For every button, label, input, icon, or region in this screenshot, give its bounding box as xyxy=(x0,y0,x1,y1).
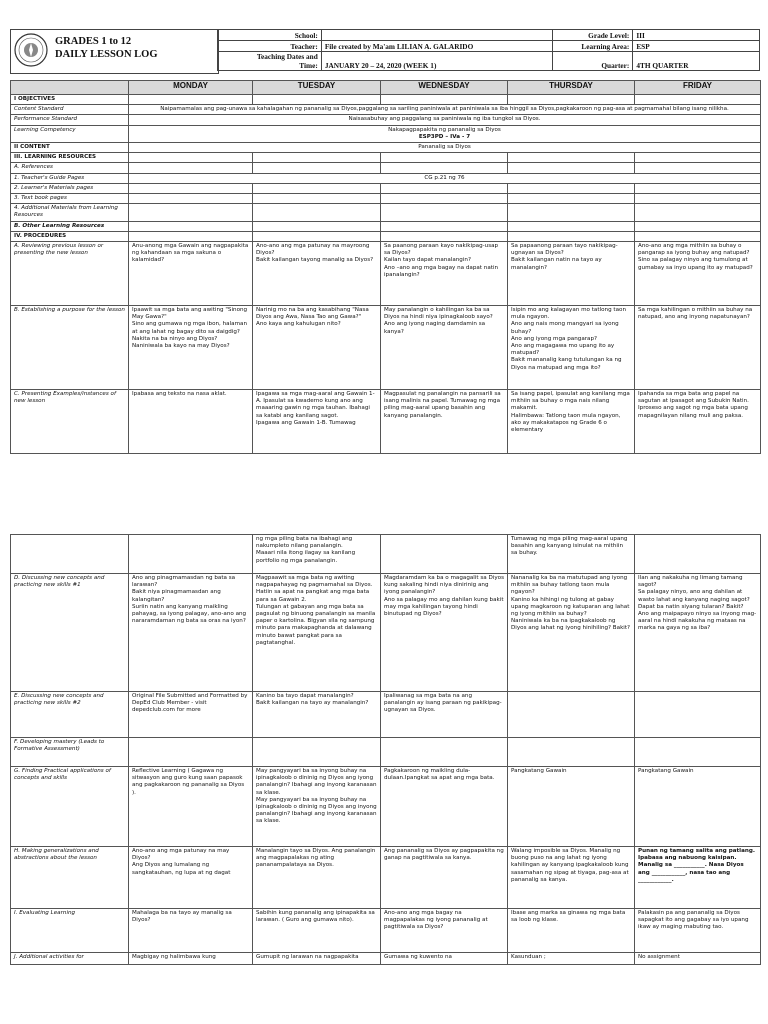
procedure-g-monday: Reflective Learning ( Gagawa ng sitwasyon ang guro kung saan papasok ang pagkakaroon ng pananalig sa Diyos ). xyxy=(129,767,253,847)
procedure-g-tuesday: May pangyayari ba sa inyong buhay na ipinagkaloob o dininig ng Diyos ang iyong panalangin? Ibahagi ang inyong karanasan sa klase. May pangyayari ba sa inyong buhay na ipinagkaloob o dininig ng Diyos ang inyong panalangin? Ibahagi ang inyong karanasan sa klase. xyxy=(253,767,381,847)
procedure-b-friday: Sa mga kahilingan o mithiin sa buhay na natupad, ano ang inyong napatunayan? xyxy=(635,306,761,390)
procedure-j-label: J. Additional activities for xyxy=(11,953,129,965)
procedure-e-friday xyxy=(635,692,761,738)
procedure-c-continued-row xyxy=(11,535,761,574)
procedure-b-monday: Ipaawit sa mga bata ang awiting "Sinong May Gawa?" Sino ang gumawa ng mga ibon, halaman at ang lahat ng bagay dito sa daigdig? Nakita na ba ninyo ang Diyos? Naniniwala ba kayo na may Diyos? xyxy=(129,306,253,390)
procedure-c-friday: Ipahanda sa mga bata ang papel na sagutan at ipasagot ang Subukin Natin. Iproseso ang sagot ng mga bata upang mapagnilayan nilang muli ang paksa. xyxy=(635,390,761,454)
quarter-label: Quarter: xyxy=(553,52,633,71)
learning-area-value: ESP xyxy=(633,41,760,52)
competency-code: ESP3PD – IVa - 7 xyxy=(418,133,471,140)
procedure-e-monday: Original File Submitted and Formatted by DepEd Club Member - visit depedclub.com for more xyxy=(129,692,253,738)
performance-standard-value: Naisasabuhay ang paggalang sa paniniwala ng iba tungkol sa Diyos. xyxy=(129,115,761,125)
day-header-monday: MONDAY xyxy=(129,81,253,95)
day-header-tuesday: TUESDAY xyxy=(253,81,381,95)
procedure-c-row xyxy=(11,390,761,454)
learners-materials-row xyxy=(11,183,761,193)
other-resources-label: B. Other Learning Resources xyxy=(11,221,129,231)
procedure-c-label: C. Presenting Examples/instances of new lesson xyxy=(11,390,129,454)
procedure-f-label: F. Developing mastery (Leads to Formative Assessment) xyxy=(11,738,129,767)
procedure-b-wednesday: May panalangin o kahilingan ka ba sa Diyos na hindi niya ipinagkaloob sayo? Ano ang iyong naging damdamin sa kanya? xyxy=(381,306,508,390)
additional-materials-label: 4. Additional Materials from Learning Resources xyxy=(11,204,129,221)
procedure-d-label: D. Discussing new concepts and practicing new skills #1 xyxy=(11,574,129,692)
title-line-2: DAILY LESSON LOG xyxy=(55,49,158,60)
procedure-d-tuesday: Magpaawit sa mga bata ng awiting nagpapahayag ng pagmamahal sa Diyos. Hatiin sa apat na pangkat ang mga bata para sa Gawain 2. Tulungan at gabayan ang mga bata sa pagsulat ng binuong panalangin sa manila paper o kartolina. Bigyan sila ng sampung minuto para makapaghanda at dalawang minuto bawat pangkat para sa pagtatanghal. xyxy=(253,574,381,692)
procedure-h-thursday: Walang imposible sa Diyos. Manalig ng buong puso na ang lahat ng iyong kahilingan ay kanyang ipagkakaloob kung sasamahan ng sipag at tiyaga, pag-asa at pananalig sa kanya. xyxy=(508,847,635,909)
procedure-a-thursday: Sa papaanong paraan tayo nakikipag-ugnayan sa Diyos? Bakit kailangan natin na tayo ay manalangin? xyxy=(508,242,635,306)
form-header xyxy=(10,29,760,75)
references-row xyxy=(11,163,761,173)
section-row-resources xyxy=(11,153,761,163)
content-standard-row xyxy=(11,105,761,115)
title-line-1: GRADES 1 to 12 xyxy=(55,36,132,47)
section-objectives: I OBJECTIVES xyxy=(11,95,129,105)
document-title xyxy=(55,35,158,61)
corner-cell xyxy=(11,81,129,95)
procedure-b-label: B. Establishing a purpose for the lesson xyxy=(11,306,129,390)
procedure-b-thursday: Isipin mo ang kalagayan mo tatlong taon mula ngayon. Ano ang nais mong mangyari sa iyong buhay? Ano ang iyong mga pangarap? Ano ang magagawa mo upang ito ay matupad? Bakit mananalig kang tutulungan ka ng Diyos na matupad ang mga ito? xyxy=(508,306,635,390)
procedure-i-friday: Palakasin pa ang pananalig sa Diyos sapagkat ito ang gagabay sa iyo upang ikaw ay maging mabuting tao. xyxy=(635,909,761,953)
procedure-c-thursday: Sa isang papel, ipasulat ang kanilang mga mithiin sa buhay o mga nais nilang makamit. Halimbawa: Tatlong taon mula ngayon, ako ay makakatapos ng Grade 6 o elementary xyxy=(508,390,635,454)
competency-row xyxy=(11,125,761,142)
page-two xyxy=(0,513,768,1024)
procedure-d-monday: Ano ang pinagmamasdan ng bata sa larawan? Bakit niya pinagmamasdan ang kalangitan? Suriin natin ang kanyang maikling pahayag, sa iyong palagay, ano-ano ang nararamdaman ng bata sa oras na iyon? xyxy=(129,574,253,692)
textbook-label: 3. Text book pages xyxy=(11,194,129,204)
procedure-h-row xyxy=(11,847,761,909)
procedure-c-tuesday: Ipagawa sa mga mag-aaral ang Gawain 1-A. Ipasulat sa kwaderno kung ano ang maaaring gawin ng mga tauhan. Ibahagi sa katabi ang kanilang sagot. Ipagawa ang Gawain 1-B. Tumawag xyxy=(253,390,381,454)
procedure-h-friday: Punan ng tamang salita ang patlang. Ipabasa ang nabuong kaisipan. Manalig sa ___________. Nasa Diyos ang ____________, nasa tao ang ____________. xyxy=(635,847,761,909)
teacher-label: Teacher: xyxy=(218,41,322,52)
procedure-a-label: A. Reviewing previous lesson or presenting the new lesson xyxy=(11,242,129,306)
day-header-wednesday: WEDNESDAY xyxy=(381,81,508,95)
procedure-a-friday: Ano-ano ang mga mithiin sa buhay o pangarap sa iyong buhay ang natupad? Sino sa palagay ninyo ang tumulong at gumabay sa inyo upang ito ay matupad? xyxy=(635,242,761,306)
procedure-g-wednesday: Pagkakaroon ng maikling dula-dulaan.Ipangkat sa apat ang mga bata. xyxy=(381,767,508,847)
procedure-f-row xyxy=(11,738,761,767)
section-procedures: IV. PROCEDURES xyxy=(11,231,129,241)
quarter-value: 4TH QUARTER xyxy=(633,52,760,71)
day-header-friday: FRIDAY xyxy=(635,81,761,95)
procedure-e-thursday xyxy=(508,692,635,738)
procedure-d-row xyxy=(11,574,761,692)
procedure-a-monday: Anu-anong mga Gawain ang nagpapakita ng kahandaan sa mga sakuna o kalamidad? xyxy=(129,242,253,306)
procedure-a-wednesday: Sa paanong paraan kayo nakikipag-usap sa Diyos? Kailan tayo dapat manalangin? Ano –ano ang mga bagay na dapat natin ipanalangin? xyxy=(381,242,508,306)
procedure-g-label: G. Finding Practical applications of concepts and skills xyxy=(11,767,129,847)
procedure-a-row xyxy=(11,242,761,306)
content-row xyxy=(11,143,761,153)
learners-materials-label: 2. Learner's Materials pages xyxy=(11,183,129,193)
school-value xyxy=(321,30,553,41)
section-row-procedures xyxy=(11,231,761,241)
section-content: II CONTENT xyxy=(11,143,129,153)
procedure-e-tuesday: Kanino ba tayo dapat manalangin? Bakit kailangan na tayo ay manalangin? xyxy=(253,692,381,738)
competency-value xyxy=(129,125,761,142)
procedure-d-wednesday: Magdaramdam ka ba o magagalit sa Diyos kung sakaling hindi niya dinirinig ang iyong panalangin? Ano sa palagay mo ang dahilan kung bakit may mga kahilingan tayong hindi binutupad ng Diyos? xyxy=(381,574,508,692)
content-standard-value: Naipamamalas ang pag-unawa sa kahalagahan ng pananalig sa Diyos,paggalang sa sariling paniniwala at paniniwala sa iba hinggil sa Diyos,pagkakaroon ng pag-asa at pagmamahal bilang isang nilikha. xyxy=(129,105,761,115)
procedure-g-thursday: Pangkatang Gawain xyxy=(508,767,635,847)
teachers-guide-value: CG p.21 ng 76 xyxy=(129,173,761,183)
procedure-h-wednesday: Ang pananalig sa Diyos ay pagpapakita ng ganap na pagtitiwala sa kanya. xyxy=(381,847,508,909)
procedure-i-label: I. Evaluating Learning xyxy=(11,909,129,953)
lesson-grid-page-2 xyxy=(10,534,761,965)
procedure-h-label: H. Making generalizations and abstractions about the lesson xyxy=(11,847,129,909)
procedure-c-cont-thursday: Tumawag ng mga piling mag-aaral upang basahin ang kanyang isinulat na mithiin sa buhay. xyxy=(508,535,635,574)
procedure-g-friday: Pangkatang Gawain xyxy=(635,767,761,847)
procedure-c-monday: Ipabasa ang teksto na nasa aklat. xyxy=(129,390,253,454)
teachers-guide-label: 1. Teacher's Guide Pages xyxy=(11,173,129,183)
other-resources-row xyxy=(11,221,761,231)
procedure-j-monday: Magbigay ng halimbawa kung xyxy=(129,953,253,965)
grade-level-label: Grade Level: xyxy=(553,30,633,41)
procedure-e-row xyxy=(11,692,761,738)
procedure-h-monday: Ano-ano ang mga patunay na may Diyos? Ang Diyos ang lumalang ng sangkatauhan, ng lupa at ng dagat xyxy=(129,847,253,909)
procedure-i-row xyxy=(11,909,761,953)
procedure-j-wednesday: Gumawa ng kuwento na xyxy=(381,953,508,965)
procedure-i-monday: Mahalaga ba na tayo ay manalig sa Diyos? xyxy=(129,909,253,953)
lesson-grid-page-1 xyxy=(10,80,761,454)
procedure-c-continued-label xyxy=(11,535,129,574)
procedure-c-wednesday: Magpasulat ng panalangin na pansarili sa isang malinis na papel. Tumawag ng mga piling mag-aaral upang basahin ang kanyang panalangin. xyxy=(381,390,508,454)
additional-materials-row xyxy=(11,204,761,221)
section-resources: III. LEARNING RESOURCES xyxy=(11,153,129,163)
teaching-dates-label-line-1: Teaching Dates and xyxy=(256,52,318,61)
procedure-c-cont-friday xyxy=(635,535,761,574)
procedure-e-label: E. Discussing new concepts and practicing new skills #2 xyxy=(11,692,129,738)
procedure-a-tuesday: Ano-ano ang mga patunay na mayroong Diyos? Bakit kailangan tayong manalig sa Diyos? xyxy=(253,242,381,306)
teaching-dates-value: JANUARY 20 – 24, 2020 (WEEK 1) xyxy=(321,52,553,71)
procedure-b-row xyxy=(11,306,761,390)
teacher-value: File created by Ma'am LILIAN A. GALARIDO xyxy=(321,41,553,52)
day-header-thursday: THURSDAY xyxy=(508,81,635,95)
teaching-dates-label-line-2: Time: xyxy=(299,61,318,70)
textbook-row xyxy=(11,194,761,204)
section-row-objectives xyxy=(11,95,761,105)
performance-standard-row xyxy=(11,115,761,125)
procedure-c-cont-tuesday: ng mga piling bata na ibahagi ang nakumpleto nilang panalangin. Maaari nila itong ilagay sa kanilang portfolio ng mga panalangin. xyxy=(253,535,381,574)
procedure-c-cont-wednesday xyxy=(381,535,508,574)
procedure-j-tuesday: Gumupit ng larawan na nagpapakita xyxy=(253,953,381,965)
school-label: School: xyxy=(218,30,322,41)
header-info-table xyxy=(217,29,760,71)
procedure-g-row xyxy=(11,767,761,847)
performance-standard-label: Performance Standard xyxy=(11,115,129,125)
procedure-e-wednesday: Ipaliwanag sa mga bata na ang panalangin ay isang paraan ng pakikipag-ugnayan sa Diyos. xyxy=(381,692,508,738)
grade-level-value: III xyxy=(633,30,760,41)
procedure-d-thursday: Nananalig ka ba na matutupad ang iyong mithiin sa buhay tatlong taon mula ngayon? Kanino ka hihingi ng tulong at gabay upang magkaroon ng katuparan ang lahat ng iyong mithiin sa buhay? Naniniwala ka ba na ipagkakaloob ng Diyos ang lahat ng iyong hinihiling? Bakit? xyxy=(508,574,635,692)
procedure-i-wednesday: Ano-ano ang mga bagay na magpapalakas ng iyong pananalig at pagtitiwala sa Diyos? xyxy=(381,909,508,953)
competency-label: Learning Competency xyxy=(11,125,129,142)
procedure-j-row xyxy=(11,953,761,965)
learning-area-label: Learning Area: xyxy=(553,41,633,52)
references-label: A. References xyxy=(11,163,129,173)
procedure-j-thursday: Kasunduan ; xyxy=(508,953,635,965)
day-header-row xyxy=(11,81,761,95)
procedure-c-cont-monday xyxy=(129,535,253,574)
procedure-j-friday: No assignment xyxy=(635,953,761,965)
procedure-i-thursday: Ibase ang marka sa ginawa ng mga bata sa loob ng klase. xyxy=(508,909,635,953)
competency-text: Nakapagpapakita ng pananalig sa Diyos xyxy=(388,126,501,133)
deped-seal-icon xyxy=(14,33,48,67)
procedure-i-tuesday: Sabihin kung pananalig ang ipinapakita sa larawan. ( Guro ang gumawa nito). xyxy=(253,909,381,953)
teachers-guide-row xyxy=(11,173,761,183)
procedure-h-tuesday: Manalangin tayo sa Diyos. Ang panalangin ang magpapalakas ng ating pananampalataya sa Diyos. xyxy=(253,847,381,909)
procedure-d-friday: Ilan ang nakakuha ng limang tamang sagot? Sa palagay ninyo, ano ang dahilan at wasto lahat ang kanyang naging sagot? Dapat ba natin siyang tularan? Bakit? Ano ang maipapayo ninyo sa inyong mag-aaral na hindi nakakuha ng mataas na marka na gaya ng sa iba? xyxy=(635,574,761,692)
content-value: Pananalig sa Diyos xyxy=(129,143,761,153)
procedure-b-tuesday: Narinig mo na ba ang kasabihang "Nasa Diyos ang Awa, Nasa Tao ang Gawa?" Ano kaya ang kahulugan nito? xyxy=(253,306,381,390)
teaching-dates-label xyxy=(218,52,322,71)
content-standard-label: Content Standard xyxy=(11,105,129,115)
